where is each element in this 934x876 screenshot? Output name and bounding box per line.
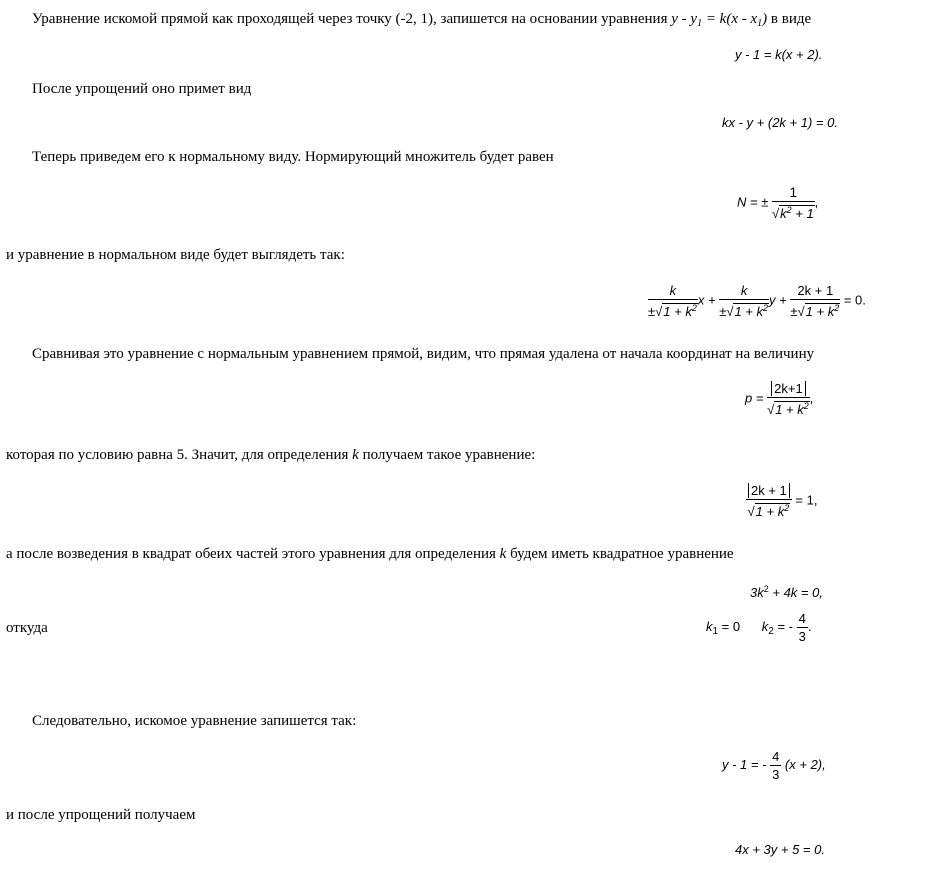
formula-9: y - 1 = - $\frac{4}{3}$ (x + 2), bbox=[722, 749, 826, 782]
paragraph-5: Сравнивая это уравнение с нормальным уравнением прямой, видим, что прямая удалена от начала координат на величину bbox=[32, 346, 815, 362]
formula-3: N = ± $\frac{1}{√k^2 + 1}$ , bbox=[737, 184, 819, 221]
paragraph-10: и после упрощений получаем bbox=[6, 807, 196, 823]
formula-7: $3k^2 + 4k = 0$, bbox=[750, 584, 823, 600]
formula-5: p = $\frac{2k+1}{√1 + k^2}$ , bbox=[745, 381, 814, 417]
eq-point-slope: $y - y_1 = k(x - x_1)$ bbox=[671, 11, 768, 29]
paragraph-8: откуда bbox=[6, 620, 48, 636]
paragraph-3: Теперь приведем его к нормальному виду. Нормирующий множитель будет равен bbox=[32, 149, 554, 165]
paragraph-1: Уравнение искомой прямой как проходящей через точку (-2, 1), запишется на основании уравнения $y - y_1 = k(x - x_1)$ в виде bbox=[32, 11, 812, 29]
formula-10: 4x + 3y + 5 = 0. bbox=[735, 842, 825, 857]
paragraph-7: а после возведения в квадрат обеих частей этого уравнения для определения k будем иметь квадратное уравнение bbox=[6, 546, 734, 562]
formula-6: $\frac{2k + 1}{√1 + k^2}$ = 1, bbox=[747, 483, 818, 519]
paragraph-6: которая по условию равна 5. Значит, для определения k получаем такое уравнение: bbox=[6, 447, 536, 463]
formula-1: y - 1 = k(x + 2). bbox=[735, 47, 823, 62]
formula-8: $k_1 = 0$ $k_2$ = - $\frac{4}{3}$ . bbox=[706, 611, 812, 644]
formula-4: $\frac{k}{\pm√1 + k^2}$ x + $\frac{k}{\pm√1 + k^2}$ y + $\frac{2k + 1}{\pm√1 + k^2}$ = 0. bbox=[648, 283, 866, 319]
paragraph-4: и уравнение в нормальном виде будет выглядеть так: bbox=[6, 247, 345, 263]
paragraph-2: После упрощений оно примет вид bbox=[32, 81, 252, 97]
formula-2: kx - y + (2k + 1) = 0. bbox=[722, 115, 838, 130]
paragraph-9: Следовательно, искомое уравнение запишется так: bbox=[32, 713, 357, 729]
